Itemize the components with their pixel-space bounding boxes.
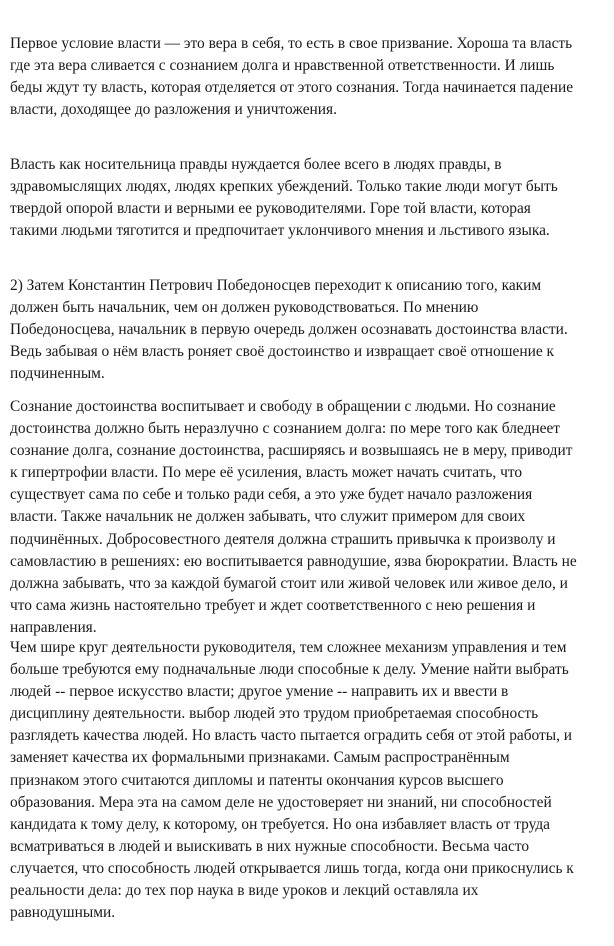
text-line: сознание долга, сознание достоинства, расширяясь и возвышаясь не в меру, приводит bbox=[10, 442, 573, 460]
paragraph-leadership bbox=[10, 637, 606, 924]
text-line: подчинённых. Добросовестного деятеля должна страшить привычка к произволу и bbox=[10, 530, 556, 548]
text-line: существует сама по себе и только ради себя, а это уже будет начало разложения bbox=[10, 486, 533, 504]
text-line: Власть как носительница правды нуждается более всего в людях правды, в bbox=[10, 156, 502, 173]
text-line: образования. Мера эта на самом деле не удостоверяет ни знаний, ни способностей bbox=[10, 793, 552, 811]
paragraph-dignity bbox=[10, 396, 606, 639]
text-line: достоинства должно быть неразлучно с сознанием долга: по мере того как бледнеет bbox=[10, 420, 561, 438]
text-line: реальности дела: до тех пор наука в виде уроков и лекций оставляла их bbox=[10, 882, 479, 900]
text-line: власти, доходящее до разложения и уничтожения. bbox=[10, 101, 337, 119]
text-line: направления. bbox=[10, 618, 97, 636]
paragraph-truth bbox=[10, 154, 606, 242]
text-line: что сама жизнь настоятельно требует и ждет соответственного с нею решения и bbox=[10, 596, 536, 614]
text-line: Ведь забывая о нём власть роняет своё достоинство и извращает своё отношение к bbox=[10, 343, 554, 361]
text-line: твердой опорой власти и верными ее руководителями. Горе той власти, которая bbox=[10, 200, 531, 218]
text-line: признаком этого считаются дипломы и патенты окончания курсов высшего bbox=[10, 771, 504, 789]
text-line: Первое условие власти — это вера в себя, то есть в свое призвание. Хороша та власть bbox=[10, 35, 573, 52]
text-line: 2) Затем Константин Петрович Победоносцев переходит к описанию того, каким bbox=[10, 277, 542, 294]
text-line: равнодушными. bbox=[10, 904, 116, 922]
paragraph-power-faith bbox=[10, 33, 606, 121]
text-line: должна забывать, что за каждой бумагой стоит или живой человек или живое дело, и bbox=[10, 574, 568, 592]
text-line: больше требуются ему подначальные люди способные к делу. Умение найти выбрать bbox=[10, 661, 569, 679]
paragraph-section-2 bbox=[10, 275, 606, 385]
text-line: заменяет качества их формальными признаками. Самым распространённым bbox=[10, 749, 510, 767]
text-line: к гипертрофии власти. По мере её усиления, власть может начать считать, что bbox=[10, 464, 523, 482]
text-line: случается, что способность людей открывается лишь тогда, когда они прикоснулись к bbox=[10, 859, 574, 877]
text-line: кандидата к тому делу, к которому, он требуется. Но она избавляет власть от труда bbox=[10, 815, 551, 833]
text-line: разглядеть качества людей. Но власть часто пытается оградить себя от этой работы, и bbox=[10, 727, 573, 745]
text-line: всматриваться в людей и выискивать в них нужные способности. Весьма часто bbox=[10, 837, 530, 855]
text-line: где эта вера сливается с сознанием долга и нравственной ответственности. И лишь bbox=[10, 57, 555, 75]
text-line: Победоносцева, начальник в первую очередь должен осознавать достоинства власти. bbox=[10, 321, 568, 339]
text-line: людей -- первое искусство власти; другое умение -- направить их и ввести в bbox=[10, 683, 509, 701]
text-line: такими людьми тяготится и предпочитает уклончивого мнения и льстивого языка. bbox=[10, 222, 550, 240]
text-line: власти. Также начальник не должен забывать, что служит примером для своих bbox=[10, 508, 526, 526]
text-line: беды ждут ту власть, которая отделяется от этого сознания. Тогда начинается падение bbox=[10, 79, 574, 97]
text-line: подчиненным. bbox=[10, 365, 105, 383]
text-line: Чем шире круг деятельности руководителя, тем сложнее механизм управления и тем bbox=[10, 639, 567, 656]
text-line: Сознание достоинства воспитывает и свободу в обращении с людьми. Но сознание bbox=[10, 398, 556, 415]
text-line: здравомыслящих людях, людях крепких убеждений. Только такие люди могут быть bbox=[10, 178, 558, 196]
text-line: дисциплину деятельности. выбор людей это трудом приобретаемая способность bbox=[10, 705, 539, 723]
text-line: должен быть начальник, чем он должен руководствоваться. По мнению bbox=[10, 299, 479, 317]
text-line: самовластию в решениях: ею воспитывается равнодушие, язва бюрократии. Власть не bbox=[10, 552, 577, 570]
